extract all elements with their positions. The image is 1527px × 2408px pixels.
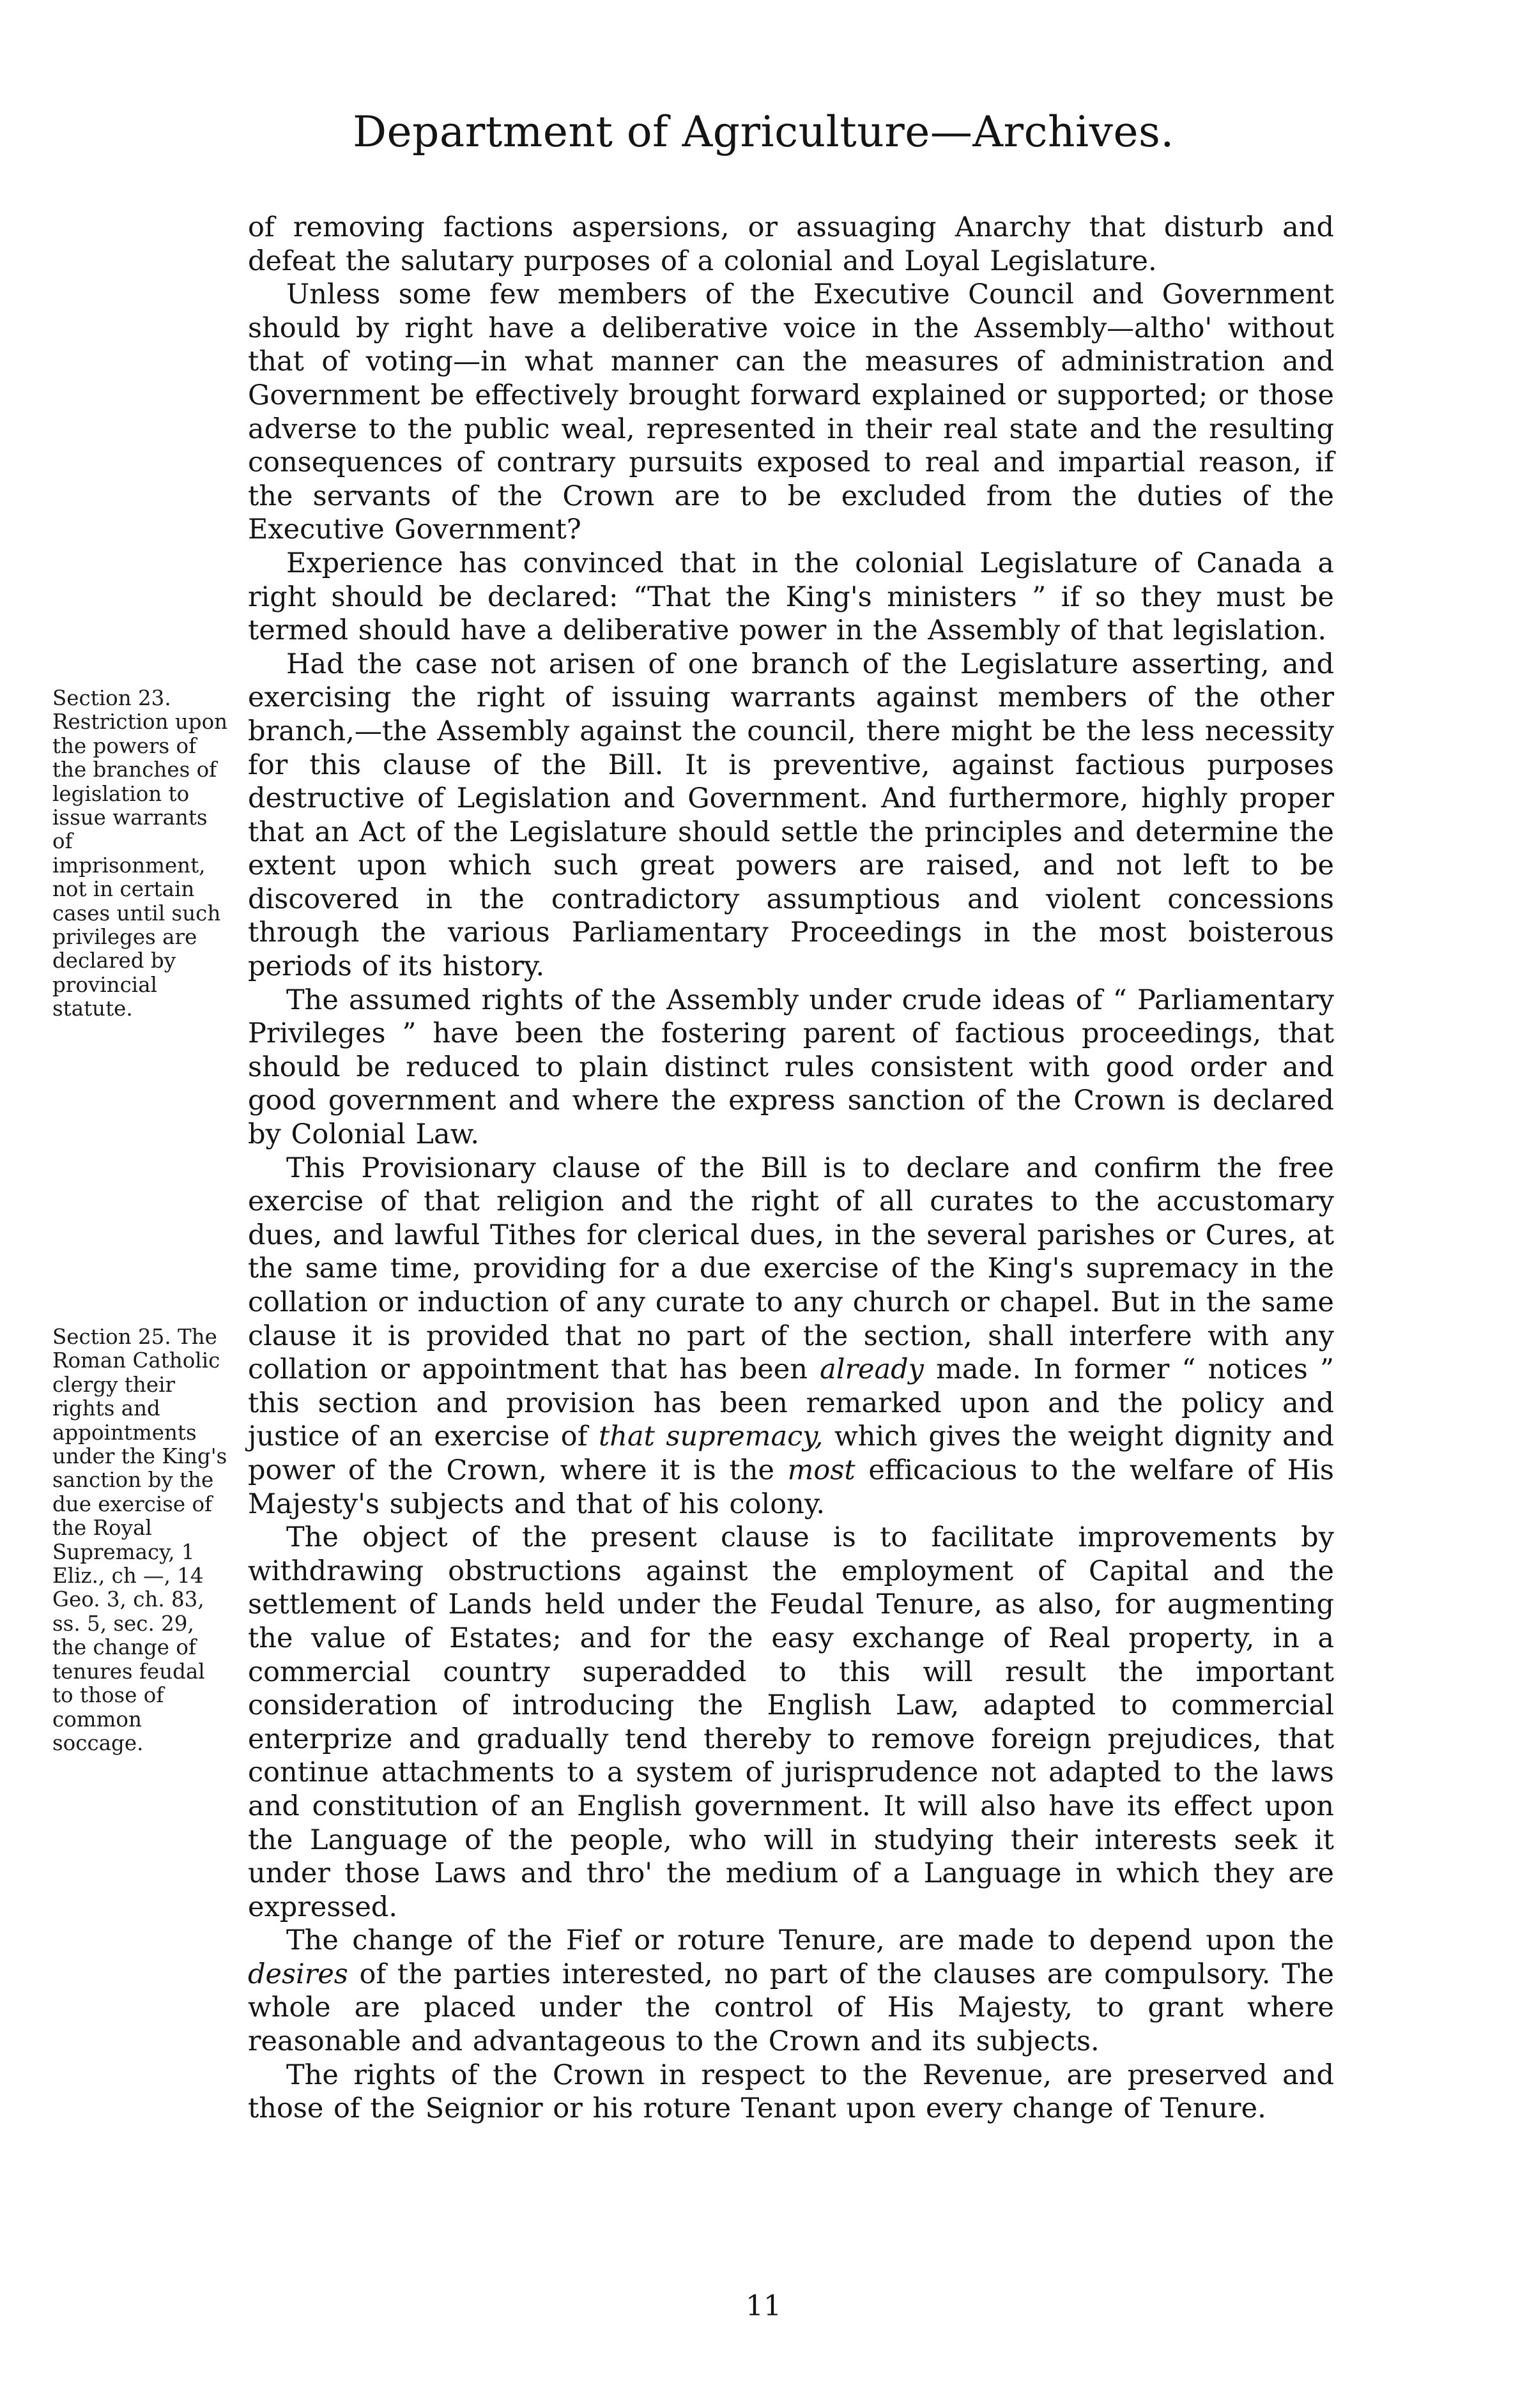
paragraph: The rights of the Crown in respect to the Revenue, are preserved and those of the Seignior or his roture Tenant upon every change of Tenure.: [248, 2059, 1334, 2125]
page-number: 11: [746, 2290, 781, 2322]
paragraph-segment: The change of the Fief or roture Tenure, are made to depend upon the: [286, 1924, 1334, 1957]
paragraph: The object of the present clause is to facilitate improvements by withdrawing obstructions against the employment of Capital and the settlement of Lands held under the Feudal Tenure, as also, for augmenting the value of Estates; and for the easy exchange of Real property, in a commercial country superadded to this will result the important consideration of introducing the English Law, adapted to commercial enterprize and gradually tend thereby to remove foreign prejudices, that continue attachments to a system of jurisprudence not adapted to the laws and constitution of an English government. It will also have its effect upon the Language of the people, who will in studying their interests seek it under those Laws and thro' the medium of a Language in which they are expressed.: [248, 1521, 1334, 1923]
paragraph-segment: efficacious to the welfare of His Majesty's subjects and that of his colony.: [248, 1454, 1334, 1520]
emphasis: desires: [248, 1958, 348, 1990]
margin-note-section-25: Section 25. The Roman Catholic clergy their rights and appointments under the King's sanction by the due exercise of the Royal Supremacy, 1 Eliz., ch —, 14 Geo. 3, ch. 83, ss. 5, sec. 29, the change of tenures feudal to those of common soccage.: [52, 1325, 227, 1755]
margin-note-section-23: Section 23. Restriction upon the powers of the branches of legislation to issue warrants of imprisonment, not in certain cases until such privileges are declared by provincial statute.: [52, 686, 228, 1021]
paragraph-segment: which gives the weight dignity and power of the Crown, where it is the: [248, 1421, 1335, 1486]
emphasis: that supremacy,: [599, 1421, 824, 1453]
paragraph: Had the case not arisen of one branch of the Legislature asserting, and exercising the right of issuing warrants against members of the other branch,—the Assembly against the council, there might be the less necessity for this clause of the Bill. It is preventive, against factious purposes destructive of Legislation and Government. And furthermore, highly proper that an Act of the Legislature should settle the principles and determine the extent upon which such great powers are raised, and not left to be discovered in the contradictory assumptious and violent concessions through the various Parliamentary Proceedings in the most boisterous periods of its history.: [248, 648, 1334, 983]
paragraph-segment: made. In former “ notices ” this section and provision has been remarked upon and the policy and justice of an exercise of: [248, 1353, 1334, 1453]
paragraph: [248, 1924, 1334, 2058]
paragraph: [248, 1152, 1334, 1521]
paragraph-segment: This Provisionary clause of the Bill is to declare and confirm the free exercise of that religion and the right of all curates to the accustomary dues, and lawful Tithes for clerical dues, in the several parishes or Cures, at the same time, providing for a due exercise of the King's supremacy in the collation or induction of any curate to any church or chapel. But in the same clause it is provided that no part of the section, shall interfere with any collation or appointment that has been: [248, 1152, 1334, 1386]
paragraph: of removing factions aspersions, or assuaging Anarchy that disturb and defeat the salutary purposes of a colonial and Loyal Legislature.: [248, 211, 1334, 277]
page-header: Department of Agriculture—Archives.: [353, 107, 1174, 156]
body-text: [248, 211, 1334, 2126]
paragraph: Unless some few members of the Executive Council and Government should by right have a deliberative voice in the Assembly—altho' without that of voting—in what manner can the measures of administration and Government be effectively brought forward explained or supported; or those adverse to the public weal, represented in their real state and the resulting consequences of contrary pursuits exposed to real and impartial reason, if the servants of the Crown are to be excluded from the duties of the Executive Government?: [248, 278, 1334, 546]
paragraph-segment: of the parties interested, no part of the clauses are compulsory. The whole are placed under the control of His Majesty, to grant where reasonable and advantageous to the Crown and its subjects.: [248, 1958, 1334, 2058]
emphasis: already: [820, 1353, 924, 1386]
emphasis: most: [787, 1454, 856, 1486]
paragraph: The assumed rights of the Assembly under crude ideas of “ Parliamentary Privileges ” have been the fostering parent of factious proceedings, that should be reduced to plain distinct rules consistent with good order and good government and where the express sanction of the Crown is declared by Colonial Law.: [248, 984, 1334, 1151]
paragraph: Experience has convinced that in the colonial Legislature of Canada a right should be declared: “That the King's ministers ” if so they must be termed should have a deliberative power in the Assembly of that legislation.: [248, 547, 1334, 647]
